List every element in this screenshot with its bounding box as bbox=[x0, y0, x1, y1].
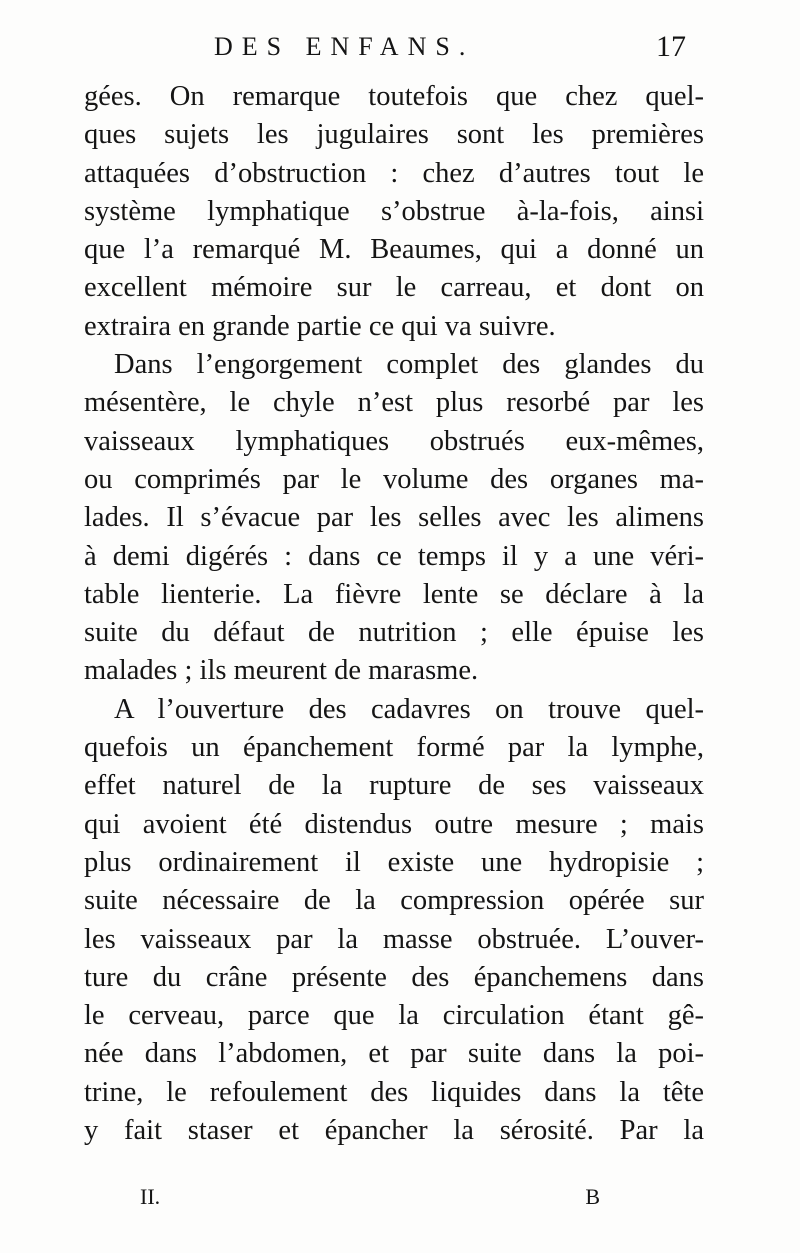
page-header bbox=[200, 28, 700, 68]
body-text bbox=[84, 78, 704, 1150]
text-line: mésentère, le chyle n’est plus resorbé par les bbox=[84, 387, 704, 419]
text-line: ou comprimés par le volume des organes ma- bbox=[84, 463, 704, 495]
text-line: ture du crâne présente des épanchemens dans bbox=[84, 961, 704, 993]
text-line: malades ; ils meurent de marasme. bbox=[84, 655, 479, 687]
text-line: suite du défaut de nutrition ; elle épuise les bbox=[84, 617, 704, 649]
running-head: DES ENFANS. bbox=[214, 32, 475, 61]
text-line: gées. On remarque toutefois que chez quel- bbox=[84, 81, 704, 112]
text-line: excellent mémoire sur le carreau, et dont on bbox=[84, 272, 704, 304]
text-line: le cerveau, parce que la circulation étant gê- bbox=[84, 1000, 704, 1032]
text-line: table lienterie. La fièvre lente se déclare à la bbox=[84, 578, 704, 610]
text-line: vaisseaux lymphatiques obstrués eux-mêmes, bbox=[84, 425, 704, 457]
text-line: qui avoient été distendus outre mesure ; mais bbox=[84, 808, 704, 840]
text-line: quefois un épanchement formé par la lymphe, bbox=[84, 732, 704, 764]
text-line: plus ordinairement il existe une hydropisie ; bbox=[84, 846, 704, 878]
page-footer bbox=[130, 1184, 610, 1214]
text-line: effet naturel de la rupture de ses vaisseaux bbox=[84, 770, 704, 802]
text-line: suite nécessaire de la compression opérée sur bbox=[84, 885, 704, 917]
text-line: système lymphatique s’obstrue à-la-fois, ainsi bbox=[84, 195, 704, 227]
text-line: Dans l’engorgement complet des glandes du bbox=[114, 349, 704, 381]
text-line: à demi digérés : dans ce temps il y a une véri- bbox=[84, 540, 704, 572]
text-line: les vaisseaux par la masse obstruée. L’ouver- bbox=[84, 923, 704, 955]
text-line: lades. Il s’évacue par les selles avec les alimens bbox=[84, 502, 704, 534]
text-line: née dans l’abdomen, et par suite dans la poi- bbox=[84, 1038, 704, 1070]
text-line: extraira en grande partie ce qui va suivre. bbox=[84, 310, 556, 342]
text-line: trine, le refoulement des liquides dans la tête bbox=[84, 1076, 704, 1108]
signature-mark: II. bbox=[140, 1184, 161, 1209]
gathering-mark: B bbox=[585, 1184, 600, 1209]
text-line: A l’ouverture des cadavres on trouve quel- bbox=[114, 693, 704, 725]
text-line: que l’a remarqué M. Beaumes, qui a donné un bbox=[84, 234, 704, 266]
page-number: 17 bbox=[656, 30, 686, 63]
text-line: ques sujets les jugulaires sont les premières bbox=[84, 119, 704, 151]
text-line: y fait staser et épancher la sérosité. Par la bbox=[84, 1115, 704, 1147]
text-line: attaquées d’obstruction : chez d’autres tout le bbox=[84, 157, 704, 189]
